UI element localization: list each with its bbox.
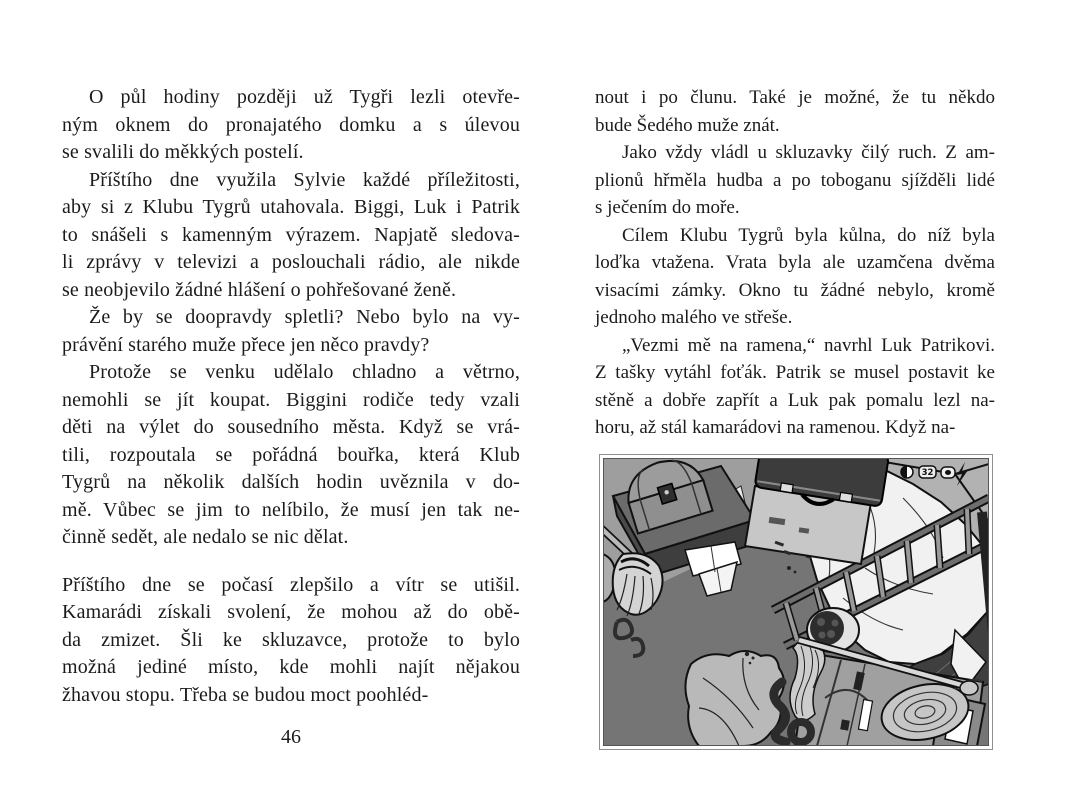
text-line: Příštího dne využila Sylvie každé příležitosti, (89, 168, 520, 191)
text-line: O půl hodiny později už Tygři lezli otevře- (89, 86, 520, 108)
right-page-text (595, 84, 995, 442)
text-line: tili, rozpoutala se pořádná bouřka, která Klub (62, 443, 520, 466)
left-page-text (62, 84, 520, 709)
text-line: „Vezmi mě na ramena,“ navrhl Luk Patrikovi. (622, 334, 995, 356)
text-line: právění starého muže přece jen něco pravdy? (62, 333, 430, 356)
text-line: Že by se doopravdy spletli? Nebo bylo na vy- (89, 306, 520, 328)
canvas-sack (685, 651, 784, 746)
text-line: Kamarádi získali svolení, že mohou až do obě- (62, 601, 520, 623)
film-cartridge-icon (941, 467, 955, 478)
text-line: s ječením do moře. (595, 197, 740, 218)
page-number: 46 (281, 726, 301, 748)
text-line: Příštího dne se počasí zlepšilo a vítr se utišil. (62, 573, 520, 596)
text-line: nemohli se jít koupat. Biggini rodiče tedy vzali (62, 388, 520, 411)
text-line: jednoho malého ve střeše. (595, 307, 793, 328)
text-line: se neobjevilo žádné hlášení o pohřešované ženě. (62, 278, 457, 301)
text-line: činně sedět, ale nedalo se nic dělat. (62, 526, 349, 548)
text-line: děti na výlet do sousedního města. Když se vrá- (62, 416, 520, 438)
text-line: mě. Vůbec se jim to nelíbilo, že musí jen tak ne- (62, 498, 520, 521)
text-line: plionů hřměla hudba a po toboganu sjížděli lidé (595, 169, 995, 191)
shed-illustration-svg (603, 458, 989, 746)
text-line: bude Šedého muže znát. (595, 114, 780, 136)
text-line: to snášeli s kamenným výrazem. Napjatě sledova- (62, 223, 520, 246)
text-line: visacími zámky. Okno tu žádné nebylo, kromě (595, 279, 995, 301)
text-line: li zprávy v televizi a poslouchali rádio, ale nikde (62, 251, 520, 273)
text-line: da zmizet. Šli ke skluzavce, protože to bylo (62, 628, 520, 651)
text-line: Z tašky vytáhl foťák. Patrik se musel postavit ke (595, 362, 995, 383)
text-line: Cílem Klubu Tygrů byla kůlna, do níž byla (622, 224, 995, 246)
text-line: horu, až stál kamarádovi na ramenou. Když na- (595, 417, 956, 438)
text-line: Jako vždy vládl u skluzavky čilý ruch. Z am- (622, 142, 995, 163)
text-line: stěně a dobře zapřít a Luk pak pomalu lezl na- (595, 389, 995, 411)
text-line: se svalili do měkkých postelí. (62, 141, 304, 163)
text-line: nout i po člunu. Také je možné, že tu někdo (595, 87, 995, 108)
shed-illustration (599, 454, 993, 750)
text-line: loďka vtažena. Vrata byla ale uzamčena dvěma (595, 252, 995, 273)
text-line: žhavou stopu. Třeba se budou moct poohléd- (62, 683, 429, 706)
paragraph-gap (62, 552, 520, 572)
hud-frame-counter: 32 (921, 468, 934, 478)
frame-counter-icon (919, 466, 936, 478)
text-line: možná jediné místo, kde mohli najít nějakou (62, 656, 520, 678)
text-line: ným oknem do pronajatého domku a s úlevou (62, 113, 520, 136)
text-line: Protože se venku udělalo chladno a větrno, (89, 361, 520, 383)
battery-icon (901, 466, 913, 478)
text-line: Tygrů na několik dalších hodin uvěznila v do- (62, 471, 520, 493)
text-line: aby si z Klubu Tygrů utahovala. Biggi, Luk i Patrik (62, 196, 520, 218)
